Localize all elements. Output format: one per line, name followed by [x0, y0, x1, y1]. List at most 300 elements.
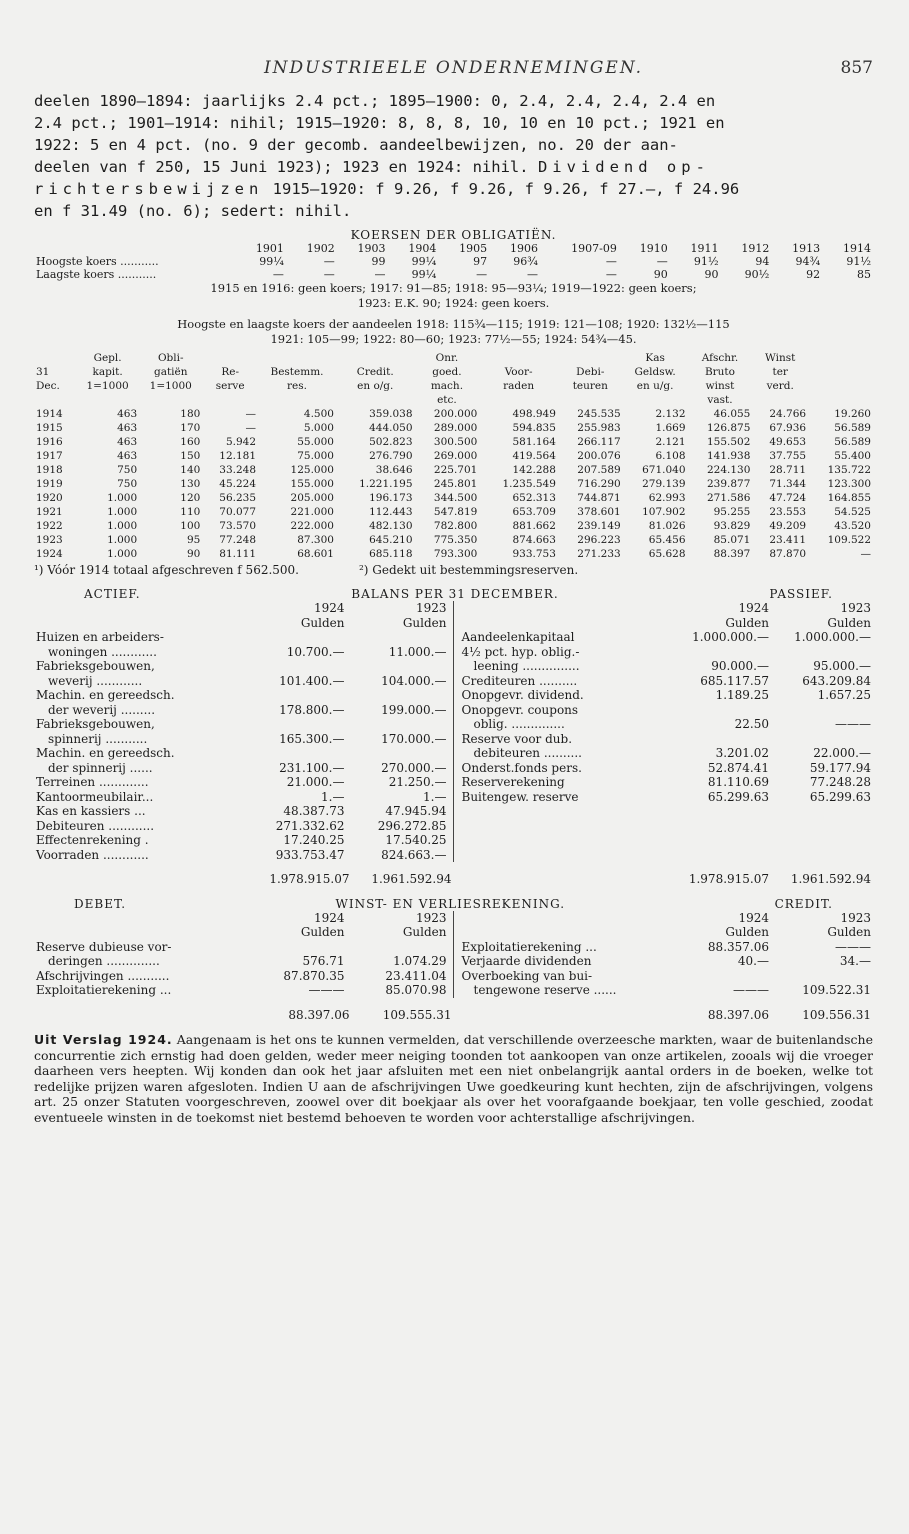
footnote: ¹) Vóór 1914 totaal afgeschreven f 562.500. [34, 563, 299, 577]
balance-title: BALANS PER 31 DECEMBER. [351, 587, 559, 601]
item-label: spinnerij ........... [48, 731, 148, 746]
table-cell: 141.938 [706, 450, 751, 462]
table-cell: — [605, 255, 617, 268]
item-row-head [34, 940, 449, 955]
annual-report-excerpt [34, 1032, 873, 1125]
header-cell: Voor- [504, 366, 533, 378]
table-cell: 155.000 [290, 478, 334, 490]
item-row [34, 969, 449, 984]
item-row [34, 645, 449, 660]
header-cell [34, 393, 76, 407]
total-cell: 1.961.592.94 [371, 872, 452, 886]
table-cell: 112.443 [369, 506, 413, 518]
item-label: der weverij ......... [48, 702, 156, 717]
table-cell: 71.344 [769, 478, 807, 490]
statistics-row [34, 435, 873, 449]
table-cell: 92 [806, 268, 821, 281]
total-cell: 1.961.592.94 [790, 872, 871, 886]
table-cell: 140 [180, 464, 201, 476]
table-cell: 135.722 [827, 464, 871, 476]
debet-table [34, 911, 449, 998]
item-label: Fabrieksgebouwen, [36, 659, 155, 673]
header-cell: 31 [36, 366, 50, 378]
header-cell [76, 393, 139, 407]
empty-cell [347, 659, 449, 674]
header-cell: kapit. [92, 366, 123, 378]
year-cell: 1919 [36, 478, 63, 490]
header-cell: 1=1000 [149, 380, 192, 392]
table-cell: 1.221.195 [359, 478, 413, 490]
amount-1923: 1.000.000.— [794, 630, 871, 644]
item-label: Onopgevr. coupons [461, 702, 579, 717]
item-label: woningen ............ [48, 644, 157, 659]
empty-cell [245, 746, 347, 761]
amount-1923: 21.250.— [388, 775, 447, 789]
header-filler [808, 379, 873, 393]
balance-totals [34, 862, 873, 887]
empty-cell [771, 645, 873, 660]
statistics-row [34, 407, 873, 421]
amount-1924: 65.299.63 [707, 789, 769, 804]
table-cell: 85.071 [713, 534, 751, 546]
table-cell: — [605, 268, 617, 281]
item-row [460, 659, 874, 674]
amount-1923: 270.000.— [381, 760, 447, 775]
table-cell: 300.500 [433, 436, 478, 448]
credit-table [460, 911, 874, 998]
amount-1924: ——— [733, 983, 769, 997]
item-row [460, 983, 874, 998]
table-cell: 67.936 [769, 422, 807, 434]
debet-total [34, 998, 454, 1023]
header-cell [623, 393, 688, 407]
unit-cell: Gulden [725, 925, 769, 939]
amount-1923: 104.000.— [381, 673, 447, 688]
amount-1923: 170.000.— [381, 731, 447, 746]
table-cell: 107.902 [642, 506, 686, 518]
table-cell: 224.130 [706, 464, 751, 476]
item-label: Buitengew. reserve [461, 789, 579, 804]
header-cell [336, 351, 415, 365]
header-cell: en o/g. [357, 380, 394, 392]
table-cell: 196.173 [369, 492, 413, 504]
year-cell: 1913 [792, 242, 821, 255]
spaced-text: Dividend op- [537, 158, 710, 176]
actief-caption: ACTIEF. [84, 587, 141, 601]
pl-title: WINST- EN VERLIESREKENING. [335, 896, 566, 911]
table-cell: 881.662 [512, 520, 556, 532]
running-header [34, 58, 873, 88]
table-cell: 55.000 [297, 436, 334, 448]
header-cell: Gepl. [93, 352, 122, 364]
header-cell: Credit. [356, 366, 394, 378]
amount-1923: 17.540.25 [385, 833, 447, 847]
header-cell: Onr. [435, 352, 459, 364]
table-cell: 68.601 [297, 548, 334, 560]
item-row-head [34, 717, 449, 732]
table-cell: 444.050 [369, 422, 413, 434]
amount-1923: 296.272.85 [377, 818, 447, 833]
item-row [34, 703, 449, 718]
table-cell: 5.942 [225, 436, 257, 448]
table-cell: 239.877 [706, 478, 751, 490]
header-cell [202, 393, 258, 407]
header-cell: etc. [437, 394, 457, 406]
text-line: 2.4 pct.; 1901—1914: nihil; 1915—1920: 8, 8, 8, 10, 10 en 10 pct.; 1921 en [34, 114, 725, 132]
year-cell: 1923 [415, 910, 447, 925]
amount-1924: 22.50 [734, 717, 769, 731]
amount-1924: 1.— [321, 789, 345, 804]
year-cell: 1902 [306, 242, 335, 255]
item-row [34, 790, 449, 805]
table-cell: 97 [473, 255, 488, 268]
table-cell: 47.724 [769, 492, 807, 504]
amount-1924: 10.700.— [286, 644, 345, 659]
unit-cell: Gulden [300, 925, 345, 939]
amount-1924: 1.189.25 [715, 688, 769, 702]
statistics-row [34, 533, 873, 547]
table-cell: 716.290 [577, 478, 621, 490]
statistics-footnotes [34, 563, 873, 577]
empty-cell [245, 940, 347, 955]
header-cell [558, 351, 623, 365]
header-cell: verd. [766, 380, 794, 392]
header-cell: winst [705, 380, 735, 392]
text-line: 1915 en 1916: geen koers; 1917: 91—85; 1918: 95—93¼; 1919—1922: geen koers; [210, 281, 697, 295]
table-cell: 65.456 [648, 534, 686, 546]
table-cell: 28.711 [769, 464, 807, 476]
header-cell: Bestemm. [270, 366, 324, 378]
year-cell: 1906 [509, 242, 538, 255]
table-cell: 653.709 [512, 506, 556, 518]
table-cell: 170 [180, 422, 201, 434]
year-cell: 1923 [840, 910, 871, 925]
passief-caption: PASSIEF. [769, 587, 833, 601]
table-cell: 594.835 [512, 422, 556, 434]
table-cell: — [526, 268, 538, 281]
table-cell: 56.235 [219, 492, 257, 504]
footnote: ²) Gedekt uit bestemmingsreserven. [359, 563, 579, 577]
empty-cell [245, 717, 347, 732]
text-line: Hoogste en laagste koers der aandeelen 1918: 115¾—115; 1919: 121—108; 1920: 132½—115 [177, 317, 730, 331]
header-cell: teuren [572, 380, 608, 392]
item-label: Crediteuren .......... [461, 673, 578, 688]
table-cell: 95.255 [713, 506, 751, 518]
empty-cell [347, 940, 449, 955]
balance-caption [34, 587, 873, 601]
empty-cell [245, 688, 347, 703]
empty-cell [669, 703, 771, 718]
koersen-years-row [34, 242, 873, 255]
year-cell: 1912 [741, 242, 770, 255]
amount-1924: 1.000.000.— [692, 630, 769, 644]
item-label: Exploitatierekening ... [36, 983, 172, 997]
table-cell: 750 [117, 464, 138, 476]
table-cell: 1.000 [107, 506, 138, 518]
item-label: weverij ............ [48, 673, 143, 688]
header-cell: Dec. [36, 380, 60, 392]
item-label: Verjaarde dividenden [461, 954, 592, 968]
year-cell: 1924 [738, 601, 769, 615]
amount-1923: 23.411.04 [385, 968, 447, 983]
item-label: Machin. en gereedsch. [36, 688, 175, 702]
table-cell: 269.000 [433, 450, 478, 462]
unit-cell: Gulden [827, 925, 871, 939]
table-cell: 463 [117, 408, 138, 420]
header-cell: Obli- [157, 352, 184, 364]
table-cell: 45.224 [219, 478, 257, 490]
header-cell [479, 393, 558, 407]
item-label: tengewone reserve ...... [473, 983, 617, 997]
table-cell: 671.040 [642, 464, 686, 476]
amount-1924: 685.117.57 [700, 673, 769, 688]
amount-1923: ——— [835, 717, 871, 731]
table-cell: 109.522 [827, 534, 871, 546]
item-row [460, 746, 874, 761]
item-row [34, 954, 449, 969]
statistics-row [34, 547, 873, 561]
actief-total [34, 862, 454, 887]
item-label: Debiteuren ............ [36, 818, 155, 833]
table-cell: — [323, 268, 335, 281]
amount-1923: 85.070.98 [385, 983, 447, 997]
text-line: 1921: 105—99; 1922: 80—60; 1923: 77½—55; 1924: 54¾—45. [270, 332, 637, 346]
year-cell: 1921 [36, 506, 63, 518]
table-cell: 100 [180, 520, 201, 532]
table-cell: 222.000 [290, 520, 334, 532]
table-cell: 271.233 [577, 548, 621, 560]
empty-cell [347, 746, 449, 761]
amount-1923: 824.663.— [381, 847, 447, 862]
table-cell: 19.260 [834, 408, 871, 420]
table-cell: 142.288 [512, 464, 556, 476]
year-cell: 1914 [36, 408, 63, 420]
year-cell: 1922 [36, 520, 63, 532]
item-label: der spinnerij ...... [48, 760, 153, 775]
debet-caption: DEBET. [74, 896, 127, 911]
table-cell: 225.701 [433, 464, 478, 476]
amount-1923: 109.522.31 [802, 983, 871, 997]
header-cell: Winst [765, 352, 796, 364]
amount-1923: 47.945.94 [385, 804, 447, 818]
table-cell: 95 [186, 534, 201, 546]
table-cell: 378.601 [577, 506, 621, 518]
item-label: Voorraden ............ [36, 847, 149, 862]
amount-1923: 1.657.25 [817, 688, 871, 702]
table-cell: 49.209 [769, 520, 807, 532]
amount-1923: 34.— [839, 954, 871, 968]
unit-cell: Gulden [300, 615, 345, 630]
item-label: Kantoormeubilair... [36, 789, 154, 804]
table-cell: 126.875 [706, 422, 751, 434]
item-row [460, 674, 874, 689]
table-cell: 1.000 [107, 548, 138, 560]
table-cell: 123.300 [827, 478, 871, 490]
statistics-header [34, 351, 873, 407]
statistics-body [34, 407, 873, 561]
year-cell: 1917 [36, 450, 63, 462]
item-label: Reserve voor dub. [461, 731, 573, 746]
item-row [34, 848, 449, 863]
table-cell: 73.570 [219, 520, 257, 532]
item-label: Onopgevr. dividend. [461, 688, 584, 702]
item-row [34, 983, 449, 998]
header-cell: Bruto [704, 366, 735, 378]
text-segment: deelen van f 250, 15 Juni 1923); 1923 en 1924: nihil. [34, 158, 529, 176]
item-label: Overboeking van bui- [461, 968, 593, 983]
header-cell [336, 393, 415, 407]
debet-side [34, 911, 454, 998]
statistics-header-row [34, 379, 873, 393]
header-cell [752, 393, 808, 407]
table-cell: 750 [117, 478, 138, 490]
amount-1924: 90.000.— [711, 659, 769, 673]
amount-1924: 88.357.06 [707, 939, 769, 954]
koersen-row-hoogste [34, 255, 873, 268]
empty-cell [771, 732, 873, 747]
page-header-title: INDUSTRIEELE ONDERNEMINGEN. [263, 58, 644, 78]
amount-1923: 1.— [423, 789, 447, 804]
credit-caption: CREDIT. [774, 896, 833, 911]
amount-1924: 17.240.25 [283, 833, 345, 847]
amount-1924: 52.874.41 [707, 760, 769, 775]
koersen-row-laagste [34, 268, 873, 281]
total-cell: 109.555.31 [382, 1007, 452, 1022]
header-cell [258, 351, 336, 365]
table-cell: 271.586 [706, 492, 751, 504]
total-cell: 109.556.31 [802, 1007, 871, 1022]
table-cell: 419.564 [512, 450, 556, 462]
statistics-row [34, 477, 873, 491]
table-cell: 359.038 [369, 408, 413, 420]
table-cell: 46.055 [713, 408, 751, 420]
table-cell: 81.111 [219, 548, 257, 560]
header-cell: res. [287, 380, 307, 392]
table-cell: 344.500 [433, 492, 478, 504]
passief-side [454, 601, 874, 862]
table-cell: 1.235.549 [502, 478, 556, 490]
table-cell: — [374, 268, 386, 281]
dividend-history [34, 90, 873, 222]
item-row-head [34, 659, 449, 674]
table-cell: 24.766 [769, 408, 807, 420]
item-row [460, 940, 874, 955]
table-cell: 266.117 [577, 436, 621, 448]
profit-loss-account [34, 897, 873, 1023]
passief-total [454, 862, 874, 887]
table-cell: 70.077 [219, 506, 257, 518]
table-cell: 87.870 [769, 548, 807, 560]
amount-1924: 40.— [737, 954, 769, 968]
table-cell: 55.400 [834, 450, 871, 462]
item-label: oblig. .............. [473, 717, 565, 731]
item-row-head [460, 969, 874, 984]
header-cell: Re- [221, 366, 240, 378]
statistics-row [34, 491, 873, 505]
year-cell: 1923 [415, 601, 447, 615]
table-cell: 2.121 [655, 436, 686, 448]
header-cell: Afschr. [701, 352, 739, 364]
pl-totals [34, 998, 873, 1023]
year-cell: 1907-09 [571, 242, 617, 255]
table-cell: 99 [371, 255, 386, 268]
amount-1924: 101.400.— [279, 673, 345, 688]
header-cell: goed. [432, 366, 462, 378]
unit-cell: Gulden [402, 925, 447, 939]
table-cell: 56.589 [834, 436, 871, 448]
table-cell: 793.300 [433, 548, 478, 560]
amount-1923: 77.248.28 [809, 775, 871, 789]
balance-sheet [34, 587, 873, 887]
amount-1924: 576.71 [302, 954, 345, 968]
table-cell: 99¼ [259, 255, 284, 268]
actief-side [34, 601, 454, 862]
table-cell: 38.646 [375, 464, 413, 476]
report-lead: Uit Verslag 1924. [34, 1032, 173, 1047]
header-filler [808, 365, 873, 379]
header-cell [139, 393, 202, 407]
table-cell: 33.248 [219, 464, 257, 476]
table-cell: 91½ [693, 255, 719, 268]
table-cell: 23.553 [769, 506, 807, 518]
table-cell: 4.500 [303, 408, 334, 420]
table-cell: 498.949 [512, 408, 556, 420]
table-cell: 96¾ [513, 255, 538, 268]
table-cell: 581.164 [512, 436, 556, 448]
header-cell: 1=1000 [86, 380, 129, 392]
year-cell: 1904 [408, 242, 437, 255]
item-label: leening ............... [473, 659, 580, 673]
header-cell: gatiën [153, 366, 188, 378]
text-line [34, 156, 873, 178]
table-cell: 6.108 [655, 450, 686, 462]
page-number: 857 [840, 58, 873, 78]
empty-cell [771, 703, 873, 718]
amount-1923: ——— [835, 939, 871, 954]
amount-1923: 1.074.29 [393, 954, 447, 968]
table-cell: 77.248 [219, 534, 257, 546]
table-cell: — [323, 255, 335, 268]
koersen-table [34, 242, 873, 281]
table-cell: 12.181 [219, 450, 257, 462]
item-row [34, 761, 449, 776]
header-cell: raden [503, 380, 535, 392]
amount-1923: 59.177.94 [809, 760, 871, 775]
table-cell: 37.755 [769, 450, 807, 462]
empty-cell [347, 688, 449, 703]
item-row [460, 688, 874, 703]
table-cell: 463 [117, 422, 138, 434]
table-cell: 1.000 [107, 534, 138, 546]
table-cell: 205.000 [290, 492, 334, 504]
amount-1923: 199.000.— [381, 702, 447, 717]
amount-1923: 643.209.84 [802, 673, 871, 688]
statistics-row [34, 463, 873, 477]
item-row [460, 761, 874, 776]
table-cell: 1.669 [655, 422, 686, 434]
table-cell: 296.223 [577, 534, 621, 546]
item-label: 4½ pct. hyp. oblig.- [461, 644, 580, 659]
table-cell: 463 [117, 436, 138, 448]
table-cell: 93.829 [713, 520, 751, 532]
year-cell: 1920 [36, 492, 63, 504]
year-cell: 1924 [313, 601, 345, 615]
table-cell: 5.000 [303, 422, 334, 434]
item-label: Aandeelenkapitaal [461, 630, 575, 644]
item-row-head [460, 732, 874, 747]
empty-cell [245, 659, 347, 674]
passief-table [460, 601, 874, 804]
